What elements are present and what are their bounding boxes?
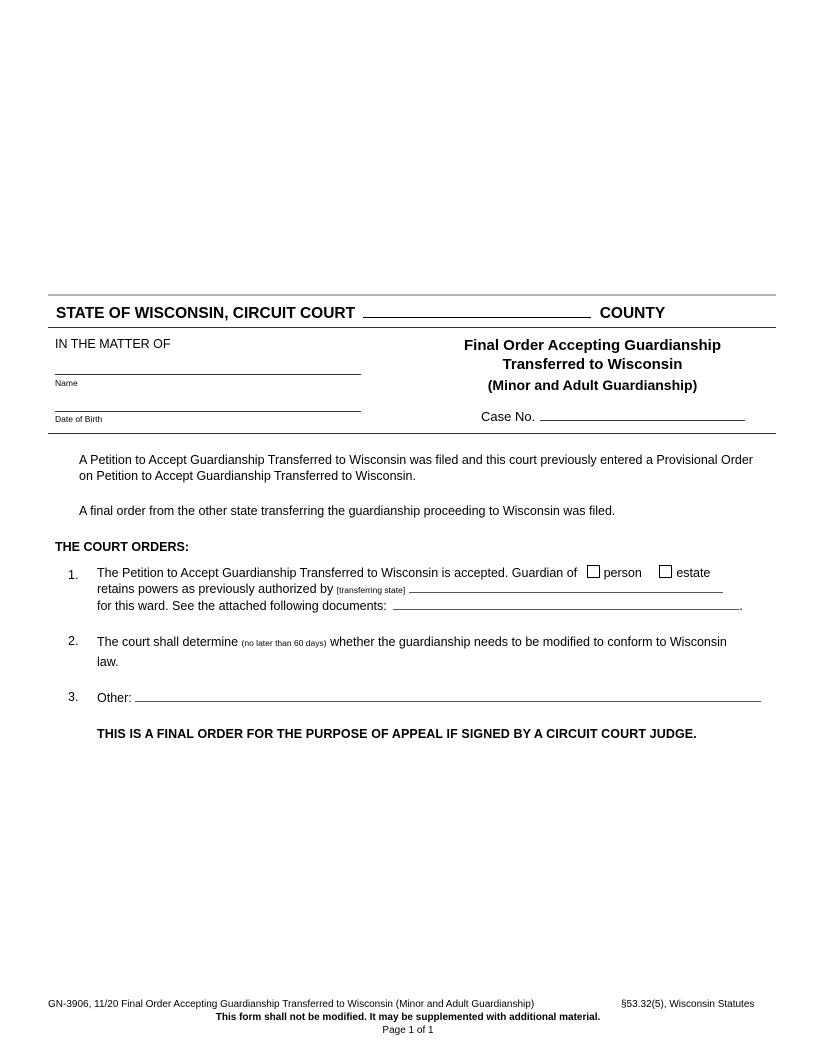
title-line-2: Transferred to Wisconsin: [502, 356, 683, 373]
item-2-hint: (no later than 60 days): [241, 638, 327, 648]
intro-paragraph-1: A Petition to Accept Guardianship Transferred to Wisconsin was filed and this court previously entered a Provisional Order on Petition to Accept Guardianship Transferred to Wisconsin.: [79, 453, 753, 483]
orders-heading: THE COURT ORDERS:: [55, 540, 190, 554]
item-1-text: The Petition to Accept Guardianship Transferred to Wisconsin is accepted. Guardian of: [97, 566, 578, 580]
top-divider: [48, 294, 776, 296]
item-2-text-b: whether the guardianship needs to be modified to conform to Wisconsin law.: [97, 635, 727, 669]
court-prefix: STATE OF WISCONSIN, CIRCUIT COURT: [56, 305, 356, 322]
item-1-text-c: for this ward. See the attached following documents:: [97, 599, 387, 613]
county-field[interactable]: [363, 316, 591, 318]
order-item-1: [97, 565, 767, 614]
matter-label: IN THE MATTER OF: [55, 337, 171, 351]
footer-statute: §53.32(5), Wisconsin Statutes: [621, 999, 755, 1010]
order-item-2: [97, 633, 737, 672]
estate-checkbox[interactable]: [659, 565, 672, 578]
footer-notice: This form shall not be modified. It may be supplemented with additional material.: [215, 1012, 601, 1023]
case-number: [481, 409, 745, 424]
case-no-label: Case No.: [481, 409, 536, 424]
other-field[interactable]: [135, 700, 761, 702]
footer-form-id: GN-3906, 11/20 Final Order Accepting Guardianship Transferred to Wisconsin (Minor and Adult Guardianship): [48, 999, 535, 1010]
final-order-notice: THIS IS A FINAL ORDER FOR THE PURPOSE OF APPEAL IF SIGNED BY A CIRCUIT COURT JUDGE.: [97, 727, 697, 741]
person-checkbox-label: person: [603, 566, 642, 580]
order-item-3: [97, 690, 767, 706]
dob-label: Date of Birth: [55, 414, 103, 424]
form-title: [430, 336, 755, 395]
title-line-1: Final Order Accepting Guardianship: [464, 337, 721, 354]
caption-divider: [48, 433, 776, 434]
documents-field[interactable]: [393, 608, 739, 610]
item-1-text-b: retains powers as previously authorized by: [97, 582, 334, 596]
item-3-number: 3.: [68, 690, 79, 704]
county-label: COUNTY: [599, 305, 666, 322]
name-label: Name: [55, 378, 78, 388]
footer-page-number: Page 1 of 1: [382, 1025, 434, 1036]
title-line-3: (Minor and Adult Guardianship): [487, 377, 698, 393]
item-2-number: 2.: [68, 634, 79, 648]
dob-field[interactable]: [55, 411, 361, 412]
transferring-state-field[interactable]: [409, 591, 723, 593]
header-divider: [48, 327, 776, 328]
other-label: Other:: [97, 691, 132, 705]
court-header: [56, 305, 665, 323]
case-no-field[interactable]: [540, 419, 745, 421]
item-1-period: .: [739, 599, 743, 613]
item-1-number: 1.: [68, 568, 79, 582]
intro-paragraph-2: A final order from the other state transferring the guardianship proceeding to Wisconsin was filed.: [79, 504, 616, 518]
estate-checkbox-label: estate: [676, 566, 711, 580]
name-field[interactable]: [55, 374, 361, 375]
item-2-text-a: The court shall determine: [97, 635, 239, 649]
person-checkbox[interactable]: [587, 565, 600, 578]
transferring-state-hint: [transferring state]: [336, 585, 406, 595]
